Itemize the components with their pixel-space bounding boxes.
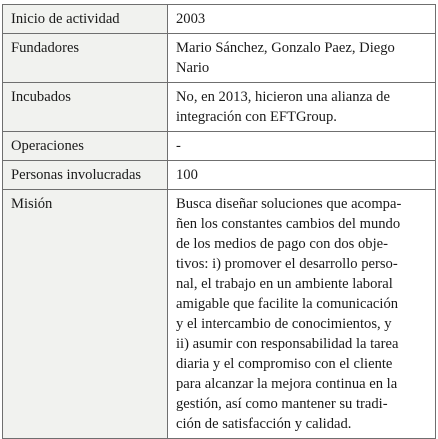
- table-row-mision: [3, 190, 436, 439]
- table-row-inicio: [3, 5, 436, 34]
- row-label-fundadores: Fundadores: [11, 40, 80, 56]
- row-label-cell: [3, 5, 168, 34]
- table-row-fundadores: [3, 34, 436, 83]
- row-label-inicio: Inicio de actividad: [11, 11, 120, 27]
- row-value-fundadores: Mario Sánchez, Gonzalo Paez, Diego Nario: [176, 40, 395, 76]
- row-label-cell: [3, 83, 168, 132]
- row-label-cell: [3, 161, 168, 190]
- row-value-cell: [168, 5, 436, 34]
- row-value-personas: 100: [176, 167, 198, 183]
- row-value-cell: [168, 132, 436, 161]
- table-row-incubados: [3, 83, 436, 132]
- table-row-operaciones: [3, 132, 436, 161]
- row-value-cell: [168, 190, 436, 439]
- row-label-operaciones: Operaciones: [11, 138, 84, 154]
- company-info-table: [2, 4, 436, 439]
- row-label-mision: Misión: [11, 196, 53, 212]
- row-label-cell: [3, 34, 168, 83]
- row-value-incubados: No, en 2013, hicieron una alianza de integración con EFTGroup.: [176, 89, 390, 125]
- table-row-personas: [3, 161, 436, 190]
- row-value-operaciones: -: [176, 138, 181, 154]
- row-value-mision: Busca diseñar soluciones que acompa- ñen los constantes cambios del mundo de los medios de pago con dos obje- tivos: i) promover el desarrollo perso- nal, el trabajo en un ambiente laboral amigable que facilite la comunicación y el intercambio de conocimientos, y ii) asumir con responsabilidad la tarea diaria y el compromiso con el cliente para alcanzar la mejora continua en la gestión, así como mantener su tradi- ción de satisfacción y calidad.: [176, 196, 402, 432]
- row-value-cell: [168, 34, 436, 83]
- row-label-personas: Personas involucradas: [11, 167, 142, 183]
- row-value-cell: [168, 83, 436, 132]
- row-label-incubados: Incubados: [11, 89, 71, 105]
- row-label-cell: [3, 132, 168, 161]
- row-value-inicio: 2003: [176, 11, 206, 27]
- row-label-cell: [3, 190, 168, 439]
- row-value-cell: [168, 161, 436, 190]
